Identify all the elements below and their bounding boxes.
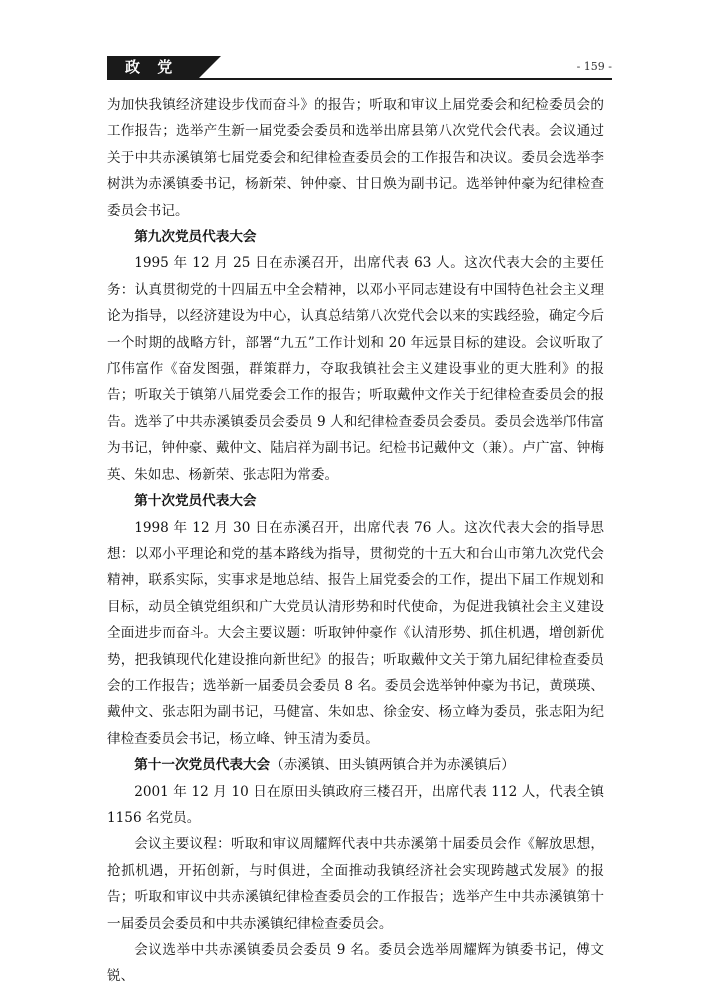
heading-eleventh-congress (107, 752, 604, 778)
heading-tenth-congress: 第十次党员代表大会 (134, 493, 257, 510)
header-wedge-decoration (199, 56, 221, 78)
heading-eleventh-title: 第十一次党员代表大会 (134, 757, 271, 774)
paragraph-eleventh-election: 会议选举中共赤溪镇委员会委员 9 名。委员会选举周耀辉为镇委书记，傅文锐、 (107, 942, 604, 985)
paragraph-continued: 为加快我镇经济建设步伐而奋斗》的报告；听取和审议上届党委会和纪检委员会的工作报告；选举产生新一届党委会委员和选举出席县第八次党代会代表。会议通过关于中共赤溪镇第七届党委会和纪律检查委员会的工作报告和决议。委员会选举李树洪为赤溪镇委书记，杨新荣、钟仲豪、甘日焕为副书记。选举钟仲豪为纪律检查委员会书记。 (107, 97, 604, 219)
paragraph-eleventh-date: 2001 年 12 月 10 日在原田头镇政府三楼召开，出席代表 112 人，代表全镇 1156 名党员。 (107, 783, 604, 826)
paragraph-ninth-congress: 1995 年 12 月 25 日在赤溪召开，出席代表 63 人。这次代表大会的主要任务：认真贯彻党的十四届五中全会精神，以邓小平同志建设有中国特色社会主义理论为指导，以经济建设为中心，认真总结第八次党代会以来的实践经验，确定今后一个时期的战略方针，部署“九五”工作计划和 20 年远景目标的建设。会议听取了邝伟富作《奋发图强，群策群力，夺取我镇社会主义建设事业的更大胜利》的报告；听取关于镇第八届党委会工作的报告；听取戴仲文作关于纪律检查委员会的报告。选举了中共赤溪镇委员会委员 9 人和纪律检查委员会委员。委员会选举邝伟富为书记，钟仲豪、戴仲文、陆启祥为副书记。纪检书记戴仲文（兼）。卢广富、钟梅英、朱如忠、杨新荣、张志阳为常委。 (107, 255, 604, 483)
page-number: - 159 - (576, 60, 612, 73)
paragraph-eleventh-agenda: 会议主要议程：听取和审议周耀辉代表中共赤溪第十届委员会作《解放思想，抢抓机遇，开拓创新，与时俱进，全面推动我镇经济社会实现跨越式发展》的报告；听取和审议中共赤溪镇纪律检查委员会的工作报告；选举产生中共赤溪镇第十一届委员会委员和中共赤溪镇纪律检查委员会。 (107, 836, 604, 932)
paragraph-tenth-congress: 1998 年 12 月 30 日在赤溪召开，出席代表 76 人。这次代表大会的指导思想：以邓小平理论和党的基本路线为指导，贯彻党的十五大和台山市第九次党代会精神，联系实际，实事求是地总结、报告上届党委会的工作，提出下届工作规划和目标，动员全镇党组织和广大党员认清形势和时代使命，为促进我镇社会主义建设全面进步而奋斗。大会主要议题：听取钟仲豪作《认清形势、抓住机遇，增创新优势，把我镇现代化建设推向新世纪》的报告；听取戴仲文关于第九届纪律检查委员会的工作报告；选举新一届委员会委员 8 名。委员会选举钟仲豪为书记，黄瑛瑛、戴仲文、张志阳为副书记，马健富、朱如忠、徐金安、杨立峰为委员，张志阳为纪律检查委员会书记，杨立峰、钟玉清为委员。 (107, 519, 604, 747)
heading-eleventh-note: （赤溪镇、田头镇两镇合并为赤溪镇后） (270, 757, 515, 774)
page-body (107, 92, 604, 990)
page-header (107, 56, 612, 80)
heading-ninth-congress: 第九次党员代表大会 (134, 229, 257, 246)
section-label: 政 党 (107, 56, 199, 78)
header-rule (107, 78, 612, 80)
